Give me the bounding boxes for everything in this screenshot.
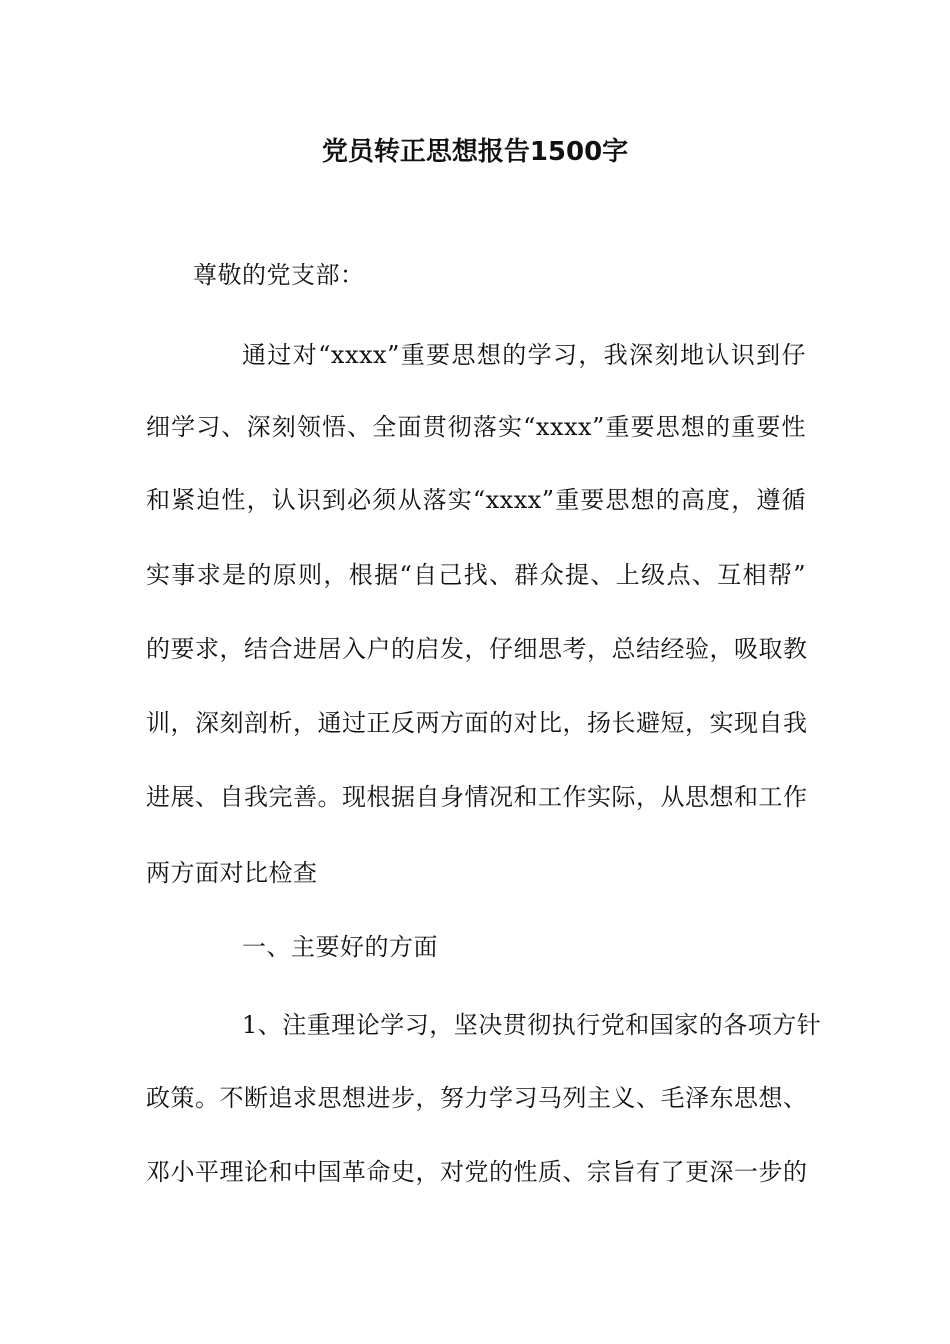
document-title: 党员转正思想报告1500字 [321, 137, 629, 167]
paragraph-line: 政策。不断追求思想进步，努力学习马列主义、毛泽东思想、 [146, 1084, 808, 1112]
paragraph-line: 的要求，结合进居入户的启发，仔细思考，总结经验，吸取教 [146, 635, 808, 663]
section-heading: 一、主要好的方面 [242, 933, 438, 961]
paragraph-line: 细学习、深刻领悟、全面贯彻落实“xxxx”重要思想的重要性 [146, 413, 806, 441]
paragraph-line: 通过对“xxxx”重要思想的学习，我深刻地认识到仔 [242, 341, 806, 369]
paragraph-line: 进展、自我完善。现根据自身情况和工作实际，从思想和工作 [146, 783, 808, 811]
paragraph-line: 邓小平理论和中国革命史，对党的性质、宗旨有了更深一步的 [146, 1158, 808, 1186]
paragraph-line: 实事求是的原则，根据“自己找、群众提、上级点、互相帮” [146, 561, 806, 589]
salutation: 尊敬的党支部： [193, 261, 365, 289]
paragraph-line: 1、注重理论学习，坚决贯彻执行党和国家的各项方针 [242, 1011, 822, 1039]
paragraph-line: 训，深刻剖析，通过正反两方面的对比，扬长避短，实现自我 [146, 709, 808, 737]
paragraph-line: 和紧迫性，认识到必须从落实“xxxx”重要思想的高度，遵循 [146, 486, 806, 514]
paragraph-line: 两方面对比检查 [146, 859, 318, 887]
